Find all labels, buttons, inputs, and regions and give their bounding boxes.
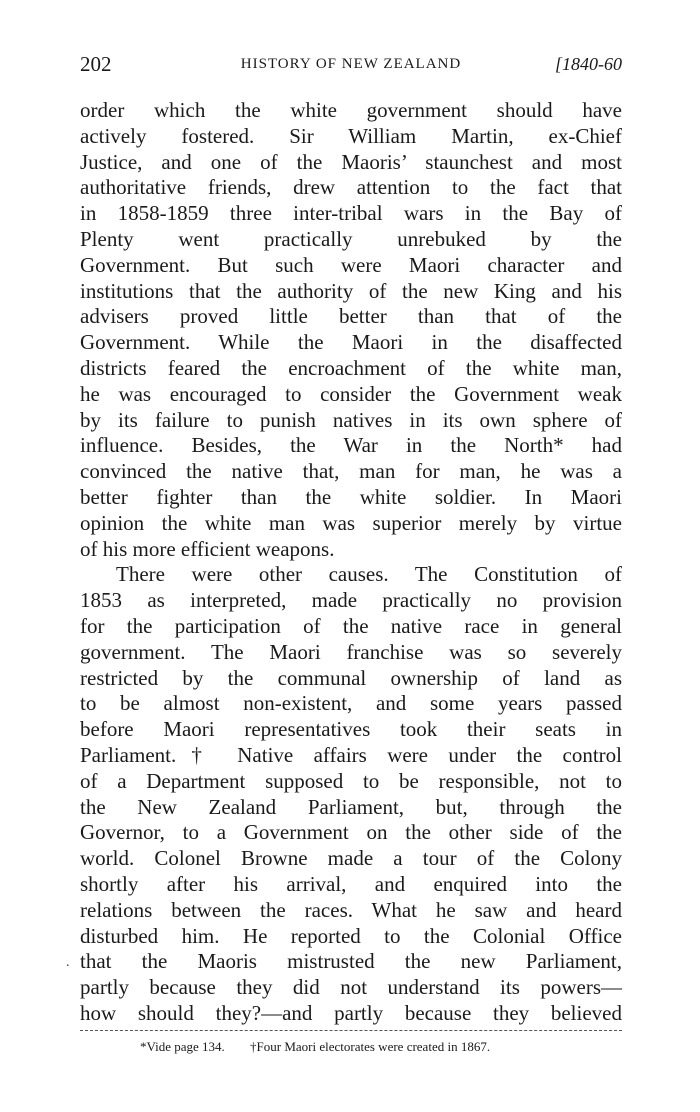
text-line: partly because they did not understand its powers— — [80, 975, 622, 1000]
text-line: Parliament.† Native affairs were under the control — [80, 742, 622, 767]
text-line: institutions that the authority of the new King and his — [80, 278, 622, 303]
text-line: districts feared the encroachment of the white man, — [80, 355, 622, 380]
body-text — [80, 98, 622, 1027]
text-line: authoritative friends, drew attention to the fact that — [80, 175, 622, 200]
text-line: how should they?—and partly because they believed — [80, 1000, 622, 1025]
page-header — [80, 52, 622, 86]
text-line: of his more efficient weapons. — [80, 536, 335, 561]
text-line: advisers proved little better than that of the — [80, 304, 622, 329]
footnote-divider — [80, 1030, 622, 1031]
text-line: restricted by the communal ownership of land as — [80, 665, 622, 690]
text-line: by its failure to punish natives in its own sphere of — [80, 407, 622, 432]
text-line: shortly after his arrival, and enquired into the — [80, 871, 622, 896]
text-line: influence. Besides, the War in the North* had — [80, 433, 622, 458]
text-line: There were other causes. The Constitution of — [116, 562, 622, 587]
running-title: HISTORY OF NEW ZEALAND — [240, 56, 462, 72]
text-line: that the Maoris mistrusted the new Parliament, — [80, 949, 622, 974]
text-line: government. The Maori franchise was so severely — [80, 639, 622, 664]
text-line: for the participation of the native race in general — [80, 613, 622, 638]
text-line: world. Colonel Browne made a tour of the Colony — [80, 846, 622, 871]
text-line: Justice, and one of the Maoris’ staunchest and most — [80, 149, 622, 174]
footnote-vide-page: *Vide page 134. — [140, 1038, 225, 1054]
footnotes — [80, 1039, 622, 1055]
page-number: 202 — [80, 52, 112, 76]
text-line: disturbed him. He reported to the Colonial Office — [80, 923, 622, 948]
text-line: he was encouraged to consider the Government weak — [80, 381, 622, 406]
text-line: Government. While the Maori in the disaffected — [80, 330, 622, 355]
date-range: [1840-60 — [555, 54, 622, 74]
book-page — [80, 52, 622, 1055]
text-line: Governor, to a Government on the other side of the — [80, 820, 622, 845]
text-line: of a Department supposed to be responsible, not to — [80, 768, 622, 793]
text-line: better fighter than the white soldier. In Maori — [80, 484, 622, 509]
text-line: opinion the white man was superior merely by virtue — [80, 510, 622, 535]
margin-mark: . — [66, 955, 70, 970]
text-line: actively fostered. Sir William Martin, ex-Chief — [80, 123, 622, 148]
text-line: Government. But such were Maori character and — [80, 252, 622, 277]
text-line: to be almost non-existent, and some years passed — [80, 691, 622, 716]
text-line: Plenty went practically unrebuked by the — [80, 226, 622, 251]
text-line: the New Zealand Parliament, but, through the — [80, 794, 622, 819]
text-line: 1853 as interpreted, made practically no provision — [80, 588, 622, 613]
text-line: order which the white government should have — [80, 98, 622, 122]
text-line: relations between the races. What he saw and heard — [80, 897, 622, 922]
text-line: before Maori representatives took their seats in — [80, 717, 622, 742]
text-line: in 1858-1859 three inter-tribal wars in the Bay of — [80, 201, 622, 226]
text-line: convinced the native that, man for man, he was a — [80, 459, 622, 484]
footnote-maori-electorates: †Four Maori electorates were created in 1867. — [250, 1038, 491, 1054]
